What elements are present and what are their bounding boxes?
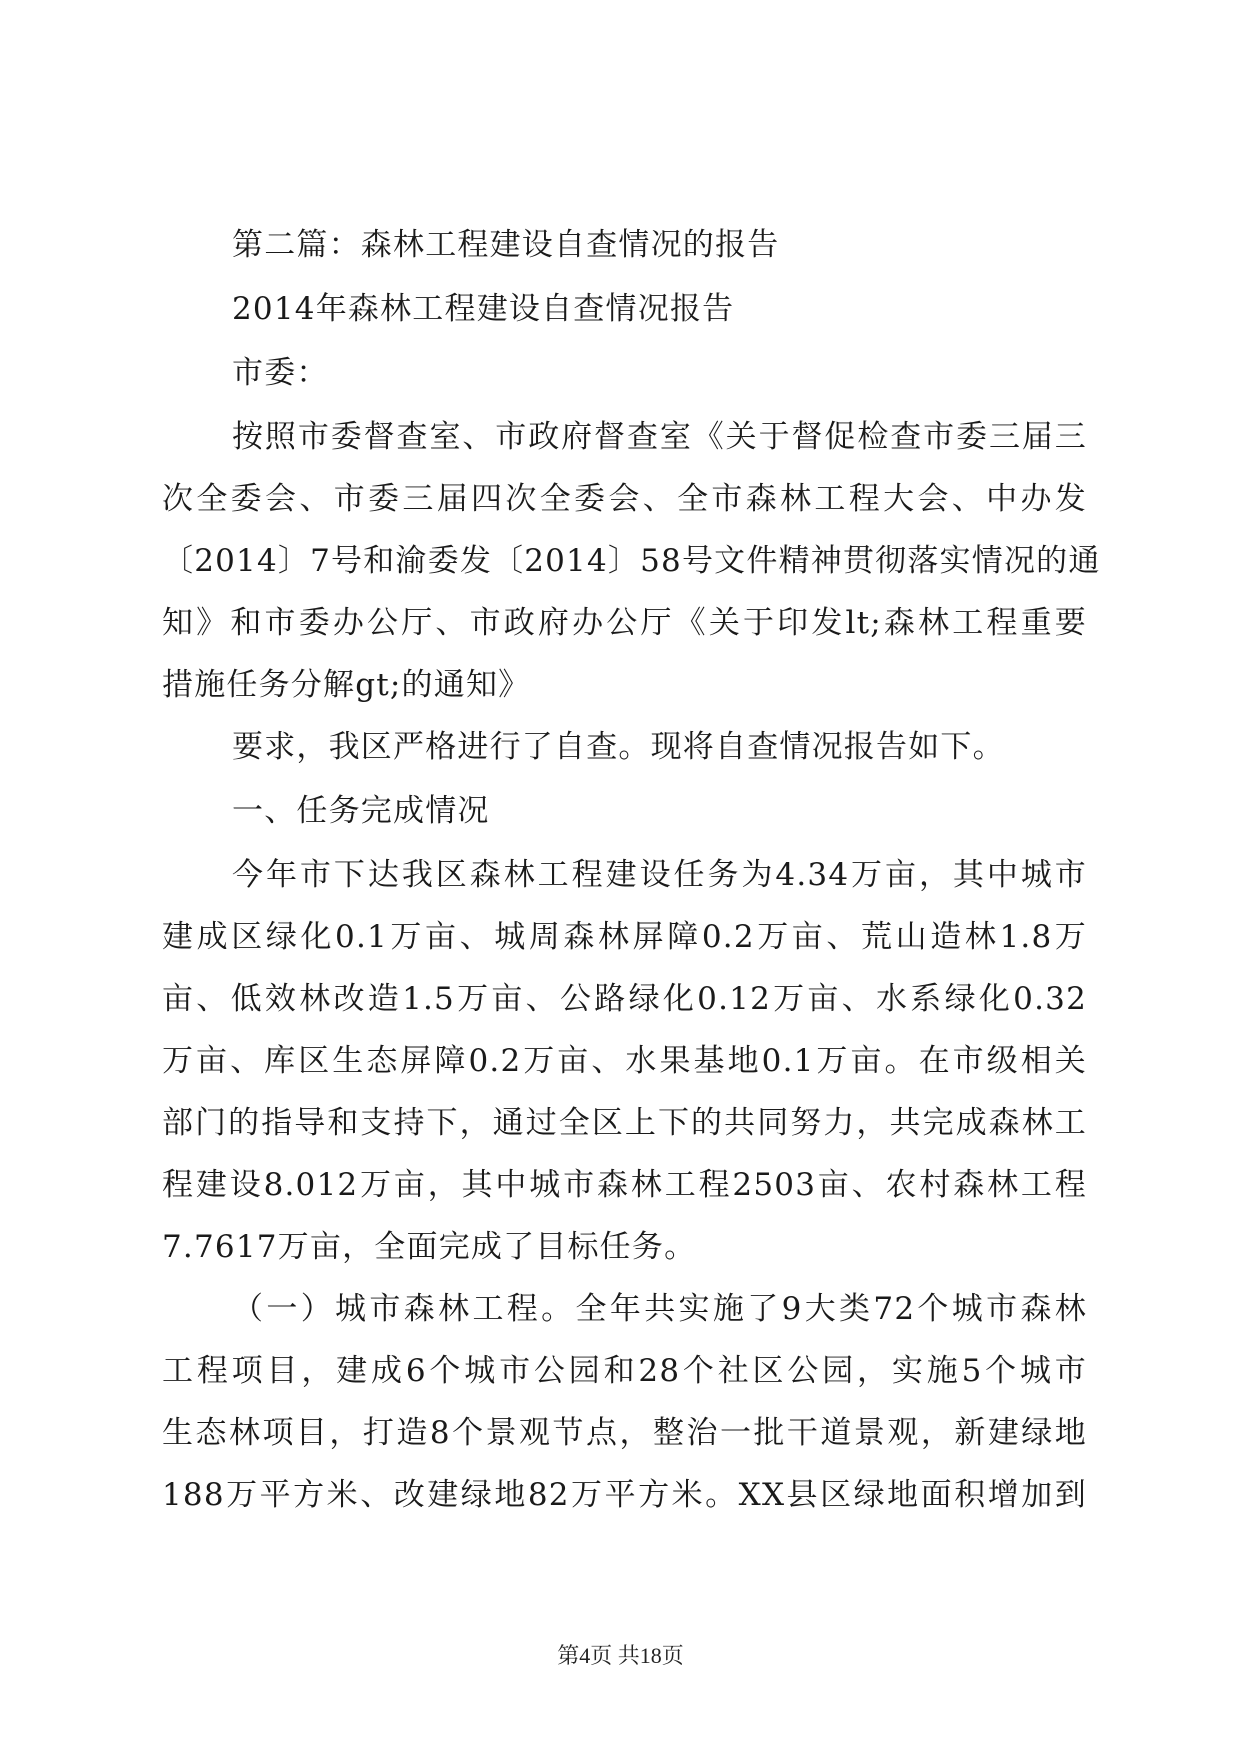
paragraph-line: 万亩、库区生态屏障0.2万亩、水果基地0.1万亩。在市级相关 [162, 1043, 1087, 1079]
paragraph-line: 7.7617万亩，全面完成了目标任务。 [162, 1229, 697, 1265]
paragraph-line: 知》和市委办公厅、市政府办公厅《关于印发lt;森林工程重要 [162, 605, 1087, 641]
paragraph-line: 〔2014〕7号和渝委发〔2014〕58号文件精神贯彻落实情况的通 [162, 543, 1101, 579]
paragraph-line: 生态林项目，打造8个景观节点，整治一批干道景观，新建绿地 [162, 1415, 1087, 1451]
section-heading: 一、任务完成情况 [232, 793, 490, 829]
paragraph-line: 措施任务分解gt;的通知》 [162, 667, 531, 703]
paragraph-line: 按照市委督查室、市政府督查室《关于督促检查市委三届三 [232, 419, 1087, 455]
paragraph-line: 程建设8.012万亩，其中城市森林工程2503亩、农村森林工程 [162, 1167, 1087, 1203]
page-number-footer: 第4页 共18页 [557, 1643, 684, 1668]
paragraph-task-completion [162, 855, 1087, 1267]
paragraph-intro [162, 417, 1101, 705]
salutation: 市委： [232, 355, 329, 391]
paragraph-requirement: 要求，我区严格进行了自查。现将自查情况报告如下。 [232, 729, 1005, 765]
paragraph-urban-forest [162, 1289, 1087, 1515]
paragraph-line: （一）城市森林工程。全年共实施了9大类72个城市森林 [232, 1291, 1087, 1327]
paragraph-line: 部门的指导和支持下，通过全区上下的共同努力，共完成森林工 [162, 1105, 1087, 1141]
paragraph-line: 今年市下达我区森林工程建设任务为4.34万亩，其中城市 [232, 857, 1087, 893]
paragraph-line: 188万平方米、改建绿地82万平方米。XX县区绿地面积增加到 [162, 1477, 1087, 1513]
chapter-heading: 第二篇：森林工程建设自查情况的报告 [232, 227, 780, 263]
document-body [162, 225, 1101, 1537]
report-title: 2014年森林工程建设自查情况报告 [232, 291, 735, 327]
paragraph-line: 次全委会、市委三届四次全委会、全市森林工程大会、中办发 [162, 481, 1087, 517]
paragraph-line: 工程项目，建成6个城市公园和28个社区公园，实施5个城市 [162, 1353, 1087, 1389]
paragraph-line: 亩、低效林改造1.5万亩、公路绿化0.12万亩、水系绿化0.32 [162, 981, 1087, 1017]
paragraph-line: 建成区绿化0.1万亩、城周森林屏障0.2万亩、荒山造林1.8万 [162, 919, 1087, 955]
